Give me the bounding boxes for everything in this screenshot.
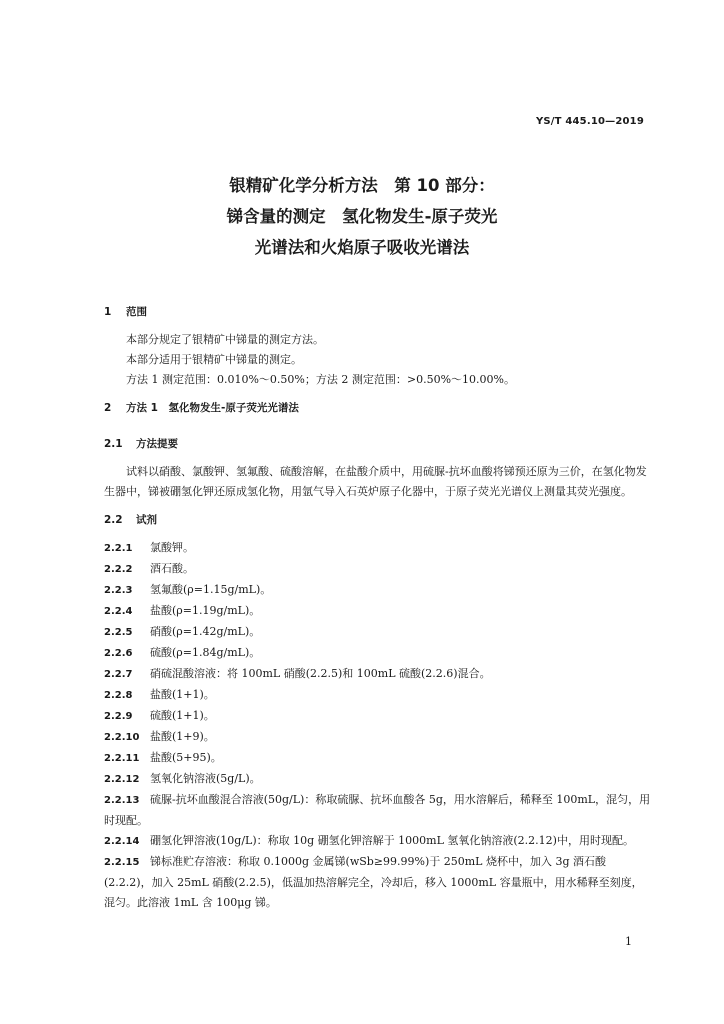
reagent-text: 硫脲-抗坏血酸混合溶液(50g/L)：称取硫脲、抗坏血酸各 5g，用水溶解后，稀释至 100mL，混匀，用时现配。 [104,793,651,827]
section-2-2-number: 2.2 [104,514,123,526]
reagent-item [104,622,652,643]
reagent-text: 盐酸(1+1)。 [150,688,215,701]
method-summary-paragraph: 试料以硝酸、氯酸钾、氢氟酸、硫酸溶解，在盐酸介质中，用硫脲-抗坏血酸将锑预还原为三价，在氢化物发生器中，锑被硼氢化钾还原成氢化物，用氩气导入石英炉原子化器中，于原子荧光光谱仪上测量其荧光强度。 [104,465,647,498]
reagent-item [104,748,652,769]
reagent-item [104,727,652,748]
reagent-item [104,559,652,580]
page-number: 1 [625,935,632,948]
section-2-title: 方法 1 氢化物发生-原子荧光光谱法 [126,402,299,414]
reagent-number: 2.2.7 [104,669,133,680]
section-2-2-heading [104,510,652,530]
section-1-number: 1 [104,306,112,318]
reagent-text: 锑标准贮存溶液：称取 0.1000g 金属锑(wSb≥99.99%)于 250mL 烧杯中，加入 3g 酒石酸(2.2.2)，加入 25mL 硝酸(2.2.5)，低温加热溶解完全，冷却后，移入 1000mL 容量瓶中，用水稀释至刻度，混匀。此溶液 1mL 含 100μg 锑。 [104,855,643,909]
reagent-item [104,852,652,913]
reagent-number: 2.2.3 [104,585,133,596]
reagent-text: 硝酸(ρ=1.42g/mL)。 [150,625,261,638]
reagent-item [104,580,652,601]
section-2-1-number: 2.1 [104,438,123,450]
reagent-number: 2.2.9 [104,711,133,722]
reagent-item [104,601,652,622]
reagent-text: 硫酸(ρ=1.84g/mL)。 [150,646,261,659]
section-2-1-title: 方法提要 [136,438,178,450]
reagent-item [104,664,652,685]
reagent-item [104,538,652,559]
standard-code: YS/T 445.10—2019 [535,116,644,127]
section-2-heading [104,398,652,418]
title-line-2: 锑含量的测定 氢化物发生-原子荧光 [226,207,498,226]
reagent-number: 2.2.1 [104,543,133,554]
reagent-text: 盐酸(ρ=1.19g/mL)。 [150,604,261,617]
title-line-1: 银精矿化学分析方法 第 10 部分： [229,176,495,195]
scope-paragraph-3: 方法 1 测定范围：0.010%～0.50%；方法 2 测定范围：>0.50%～10.00%。 [126,373,515,386]
reagent-number: 2.2.2 [104,564,133,575]
section-2-1-heading [104,434,652,454]
reagent-item [104,769,652,790]
scope-paragraph-2: 本部分适用于银精矿中锑量的测定。 [126,353,302,366]
reagent-text: 氢氧化钠溶液(5g/L)。 [150,772,261,785]
reagent-number: 2.2.6 [104,648,133,659]
section-2-number: 2 [104,402,112,414]
document-body [104,302,652,913]
section-1-title: 范围 [126,306,147,318]
reagent-text: 硝硫混酸溶液：将 100mL 硝酸(2.2.5)和 100mL 硫酸(2.2.6)混合。 [150,667,491,680]
document-title [0,170,724,263]
reagent-number: 2.2.4 [104,606,133,617]
reagent-number: 2.2.8 [104,690,133,701]
reagent-number: 2.2.13 [104,795,140,806]
section-1-body [104,330,652,390]
reagent-item [104,685,652,706]
section-1-heading [104,302,652,322]
reagent-item [104,643,652,664]
reagent-item [104,706,652,727]
reagent-text: 盐酸(1+9)。 [150,730,215,743]
reagent-item [104,790,652,831]
reagent-list [104,538,652,913]
reagent-text: 盐酸(5+95)。 [150,751,222,764]
reagent-number: 2.2.14 [104,836,140,847]
reagent-item [104,831,652,852]
reagent-text: 硫酸(1+1)。 [150,709,215,722]
reagent-text: 硼氢化钾溶液(10g/L)：称取 10g 硼氢化钾溶解于 1000mL 氢氧化钠溶液(2.2.12)中，用时现配。 [150,834,634,847]
reagent-number: 2.2.11 [104,753,140,764]
reagent-number: 2.2.10 [104,732,140,743]
reagent-text: 氯酸钾。 [150,541,194,554]
reagent-number: 2.2.5 [104,627,133,638]
section-2-2-title: 试剂 [136,514,157,526]
reagent-text: 氢氟酸(ρ=1.15g/mL)。 [150,583,272,596]
reagent-number: 2.2.12 [104,774,140,785]
reagent-number: 2.2.15 [104,857,140,868]
title-line-3: 光谱法和火焰原子吸收光谱法 [254,238,470,257]
scope-paragraph-1: 本部分规定了银精矿中锑量的测定方法。 [126,333,324,346]
reagent-text: 酒石酸。 [150,562,194,575]
